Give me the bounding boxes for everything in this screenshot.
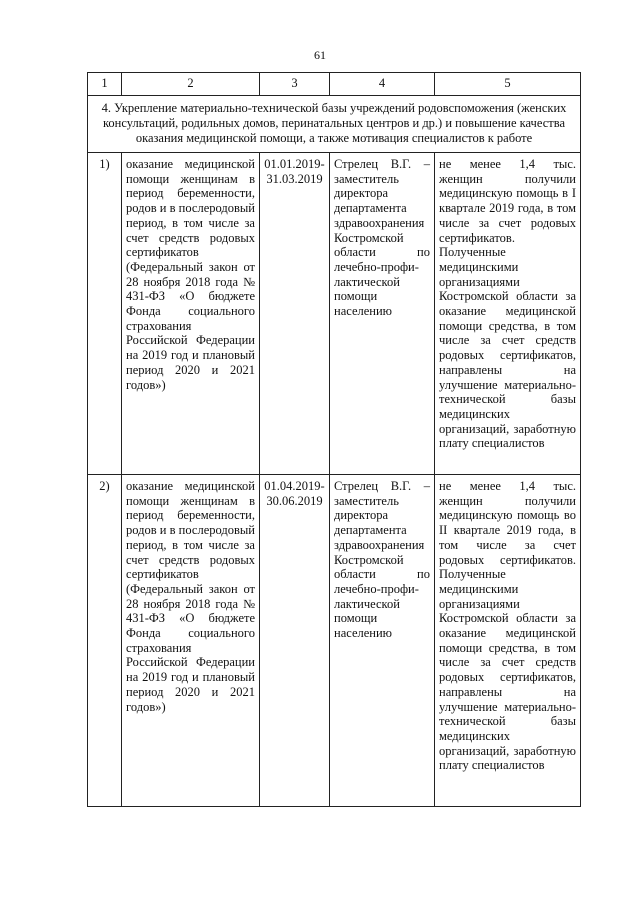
responsible-cell: Стрелец В.Г. – заместитель директора департамента здравоохранения Костромской области по лечебно-профи-лактической помощи населению [330, 153, 435, 475]
activity-cell: оказание медицинской помощи женщинам в период беременности, родов и в послеродовый период, в том числе за счет средств родовых сертификатов (Федеральный закон от 28 ноября 2018 года № 431-ФЗ «О бюджете Фонда социального страхования Российской Федерации на 2019 год и плановый период 2020 и 2021 годов») [122, 153, 260, 475]
table-row [88, 153, 581, 475]
column-number: 2 [122, 73, 260, 96]
row-number: 2) [88, 475, 122, 807]
result-cell: не менее 1,4 тыс. женщин получили медицинскую помощь во II квартале 2019 года, в том числе за счет родовых сертификатов. Полученные медицинскими организациями Костромской области за оказание медицинской помощи средства, в том числе за счет средств родовых сертификатов, направлены на улучшение материально-технической базы медицинских организаций, заработную плату специалистов [435, 475, 581, 807]
row-number: 1) [88, 153, 122, 475]
activity-cell: оказание медицинской помощи женщинам в период беременности, родов и в послеродовый период, в том числе за счет средств родовых сертификатов (Федеральный закон от 28 ноября 2018 года № 431-ФЗ «О бюджете Фонда социального страхования Российской Федерации на 2019 год и плановый период 2020 и 2021 годов») [122, 475, 260, 807]
column-number: 3 [260, 73, 330, 96]
column-number: 4 [330, 73, 435, 96]
table-row [88, 475, 581, 807]
page-number: 61 [314, 48, 326, 62]
column-number: 1 [88, 73, 122, 96]
period-cell: 01.01.2019- 31.03.2019 [260, 153, 330, 475]
result-cell: не менее 1,4 тыс. женщин получили медицинскую помощь в I квартале 2019 года, в том числе за счет родовых сертификатов. Полученные медицинскими организациями Костромской области за оказание медицинской помощи средства, в том числе за счет средств родовых сертификатов, направлены на улучшение материально-технической базы медицинских организаций, заработную плату специалистов [435, 153, 581, 475]
period-cell: 01.04.2019- 30.06.2019 [260, 475, 330, 807]
section-heading-row [88, 96, 581, 153]
section-title: 4. Укрепление материально-технической базы учреждений родовспоможения (женских консультаций, родильных домов, перинатальных центров и др.) и повышение качества оказания медицинской помощи, а также мотивация специалистов к работе [88, 96, 581, 153]
plan-table [87, 72, 581, 807]
column-number-row [88, 73, 581, 96]
responsible-cell: Стрелец В.Г. – заместитель директора департамента здравоохранения Костромской области по лечебно-профи-лактической помощи населению [330, 475, 435, 807]
column-number: 5 [435, 73, 581, 96]
